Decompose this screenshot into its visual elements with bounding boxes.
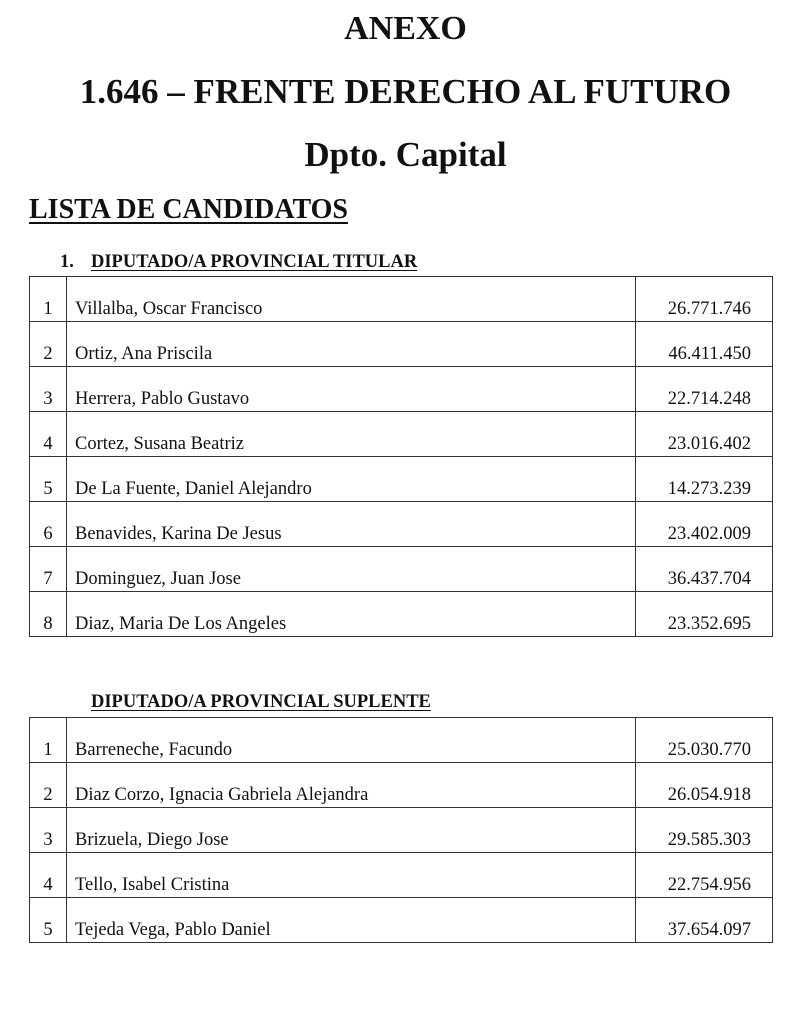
section-title: DIPUTADO/A PROVINCIAL SUPLENTE <box>91 692 431 712</box>
candidate-document: 22.754.956 <box>636 853 773 898</box>
section-heading-suplente <box>91 692 431 713</box>
candidate-document: 22.714.248 <box>636 367 773 412</box>
candidate-document: 23.402.009 <box>636 502 773 547</box>
table-body <box>30 718 773 943</box>
candidate-name: Diaz, Maria De Los Angeles <box>67 592 636 637</box>
table-row <box>30 502 773 547</box>
candidate-name: Herrera, Pablo Gustavo <box>67 367 636 412</box>
candidate-position: 2 <box>30 763 67 808</box>
candidate-list-heading: LISTA DE CANDIDATOS <box>29 194 348 225</box>
candidate-position: 6 <box>30 502 67 547</box>
table-row <box>30 367 773 412</box>
candidate-document: 37.654.097 <box>636 898 773 943</box>
table-row <box>30 718 773 763</box>
candidate-position: 7 <box>30 547 67 592</box>
section-heading-titular <box>60 252 417 273</box>
candidate-position: 1 <box>30 718 67 763</box>
table-row <box>30 457 773 502</box>
candidate-name: Dominguez, Juan Jose <box>67 547 636 592</box>
candidate-position: 4 <box>30 412 67 457</box>
table-body <box>30 277 773 637</box>
table-row <box>30 898 773 943</box>
section-title: DIPUTADO/A PROVINCIAL TITULAR <box>91 252 418 272</box>
section-number: 1. <box>60 252 74 272</box>
department-title: Dpto. Capital <box>304 135 507 174</box>
candidate-name: Barreneche, Facundo <box>67 718 636 763</box>
candidate-document: 29.585.303 <box>636 808 773 853</box>
table-row <box>30 322 773 367</box>
table-row <box>30 412 773 457</box>
candidate-document: 36.437.704 <box>636 547 773 592</box>
candidate-position: 3 <box>30 367 67 412</box>
candidate-position: 3 <box>30 808 67 853</box>
table-row <box>30 547 773 592</box>
party-title: 1.646 – FRENTE DERECHO AL FUTURO <box>79 72 732 111</box>
table-row <box>30 592 773 637</box>
candidate-name: Tello, Isabel Cristina <box>67 853 636 898</box>
candidate-position: 2 <box>30 322 67 367</box>
candidate-position: 1 <box>30 277 67 322</box>
candidate-document: 23.016.402 <box>636 412 773 457</box>
table-row <box>30 277 773 322</box>
candidates-table-suplente <box>29 717 773 943</box>
candidate-name: Diaz Corzo, Ignacia Gabriela Alejandra <box>67 763 636 808</box>
candidate-document: 46.411.450 <box>636 322 773 367</box>
table-row <box>30 853 773 898</box>
candidate-document: 23.352.695 <box>636 592 773 637</box>
candidate-document: 26.054.918 <box>636 763 773 808</box>
candidates-table-titular <box>29 276 773 637</box>
candidate-name: De La Fuente, Daniel Alejandro <box>67 457 636 502</box>
candidate-name: Villalba, Oscar Francisco <box>67 277 636 322</box>
candidate-document: 14.273.239 <box>636 457 773 502</box>
candidate-name: Cortez, Susana Beatriz <box>67 412 636 457</box>
candidate-document: 26.771.746 <box>636 277 773 322</box>
candidate-name: Ortiz, Ana Priscila <box>67 322 636 367</box>
candidate-document: 25.030.770 <box>636 718 773 763</box>
table-row <box>30 763 773 808</box>
candidate-name: Brizuela, Diego Jose <box>67 808 636 853</box>
annex-title: ANEXO <box>344 10 467 47</box>
candidate-position: 8 <box>30 592 67 637</box>
candidate-name: Benavides, Karina De Jesus <box>67 502 636 547</box>
table-row <box>30 808 773 853</box>
candidate-position: 5 <box>30 898 67 943</box>
candidate-position: 5 <box>30 457 67 502</box>
candidate-position: 4 <box>30 853 67 898</box>
candidate-name: Tejeda Vega, Pablo Daniel <box>67 898 636 943</box>
